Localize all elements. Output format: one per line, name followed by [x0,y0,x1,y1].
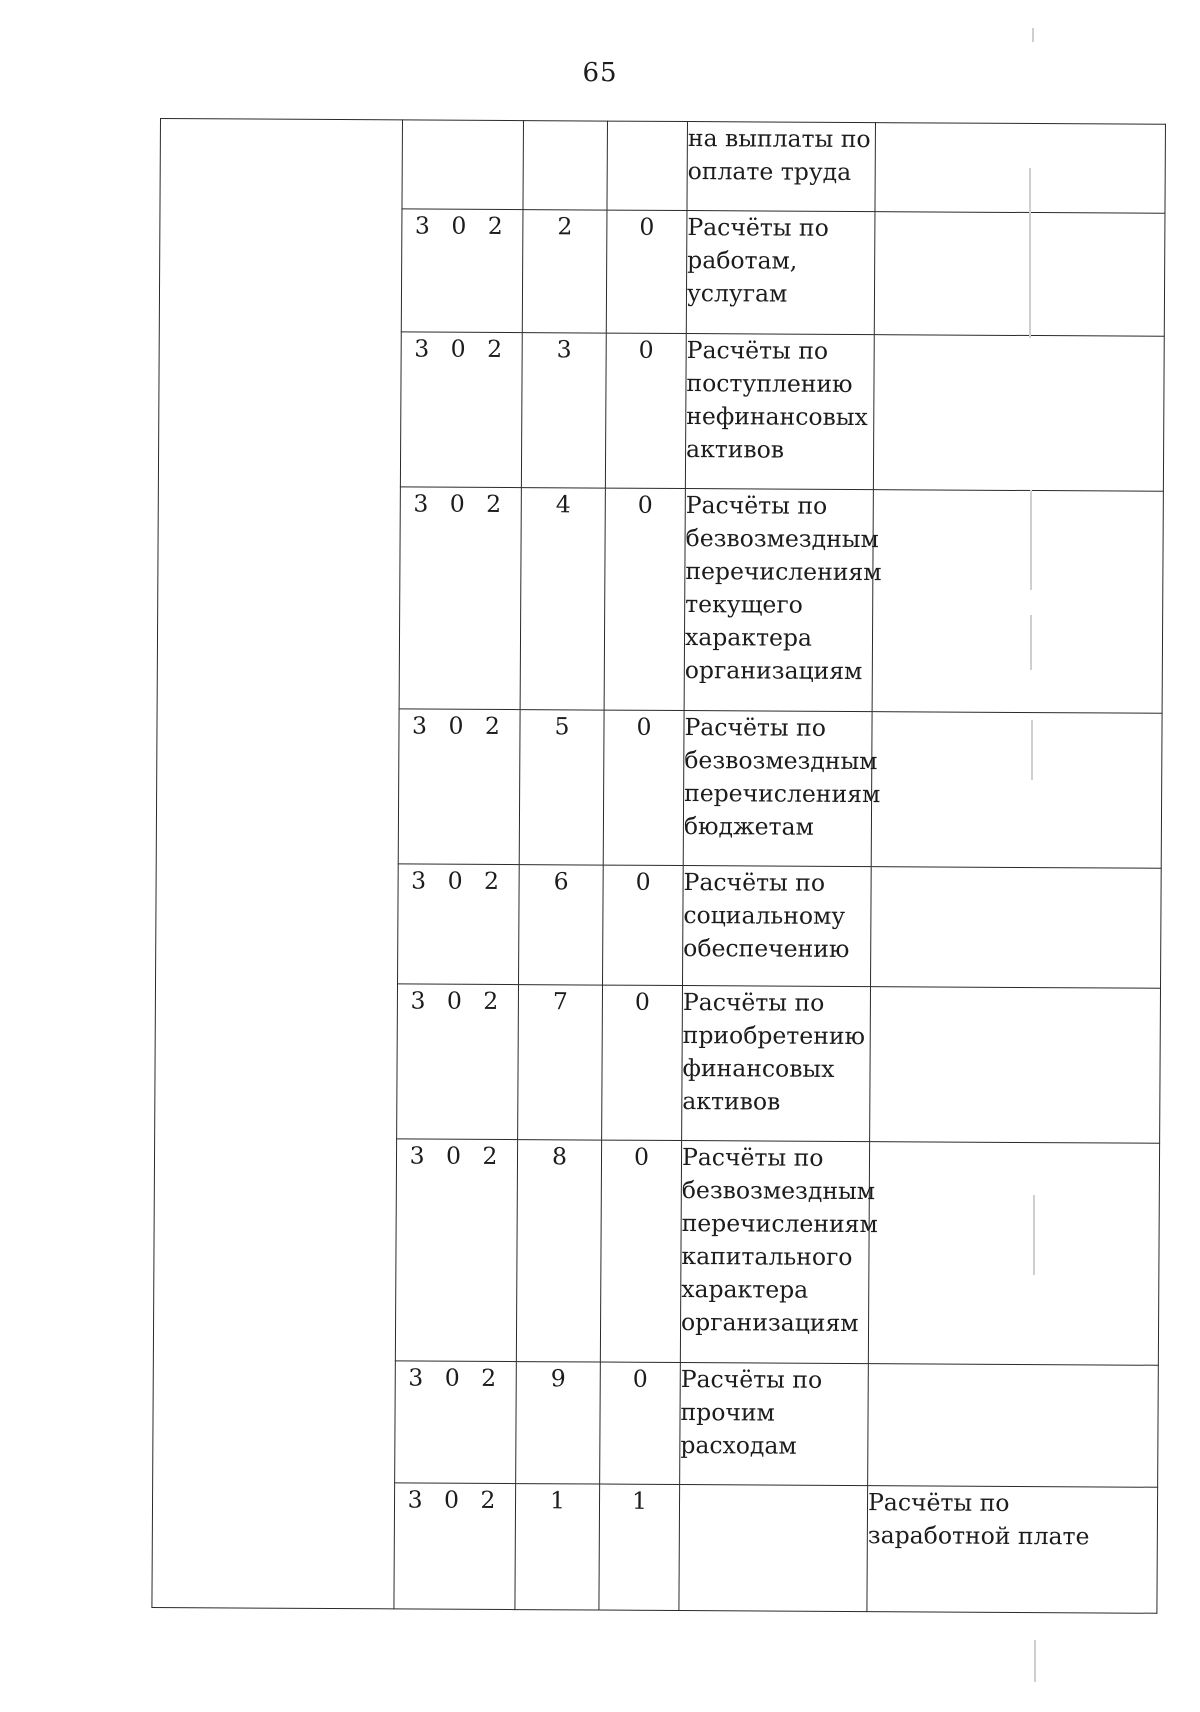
group-cell [523,121,608,211]
group-cell: 2 [522,210,607,333]
group-cell: 7 [518,985,603,1141]
sub-cell: 0 [603,866,684,986]
sub-cell: 0 [604,488,685,710]
table-container [151,118,1165,1614]
description-cell: Расчёты по прочим расходам [680,1363,869,1486]
group-cell: 1 [515,1483,600,1610]
note-cell [875,123,1166,214]
note-cell [868,1142,1159,1365]
table-row [160,119,1165,214]
note-cell [872,490,1163,713]
code-cell: 3 0 2 [394,1483,516,1610]
scan-artifact [1032,28,1034,42]
note-cell [873,335,1164,492]
code-cell: 3 0 2 [398,709,520,865]
sub-cell: 0 [600,1140,681,1362]
description-cell: на выплаты по оплате труда [687,122,876,212]
group-cell: 6 [519,865,604,985]
description-cell: Расчёты по безвозмездным перечислениям бюджетам [683,711,872,867]
note-cell [868,1364,1159,1487]
scan-artifact [1033,1195,1035,1275]
accounts-table [151,118,1166,1614]
description-cell: Расчёты по поступлению нефинансовых активов [685,333,874,489]
group-cell: 3 [521,333,606,489]
code-cell: 3 0 2 [395,1139,517,1361]
code-cell [402,120,524,210]
page-number: 65 [582,58,618,88]
group-cell: 8 [516,1140,601,1362]
scan-artifact [1030,615,1032,670]
empty-left-column [152,119,403,1609]
code-cell: 3 0 2 [400,332,522,488]
description-cell: Расчёты по безвозмездным перечислениям текущего характера организациям [684,489,873,712]
code-cell: 3 0 2 [401,209,523,333]
sub-cell: 1 [599,1484,680,1611]
code-cell: 3 0 2 [398,864,520,984]
sub-cell: 0 [602,985,683,1141]
scan-artifact [1034,1640,1036,1682]
note-cell [871,712,1162,869]
note-cell: Расчёты по заработной плате [867,1485,1158,1613]
code-cell: 3 0 2 [397,984,519,1140]
scan-artifact [1030,490,1032,590]
sub-cell: 0 [605,333,686,489]
sub-cell [607,121,688,211]
sub-cell: 0 [606,210,687,333]
sub-cell: 0 [600,1362,681,1484]
description-cell: Расчёты по безвозмездным перечислениям капитального характера организациям [680,1141,869,1364]
scan-artifact [1029,168,1031,338]
description-cell: Расчёты по социальному обеспечению [683,866,872,987]
scan-artifact [1031,720,1033,780]
description-cell [679,1484,868,1611]
sub-cell: 0 [603,710,684,866]
note-cell [871,867,1162,988]
note-cell [874,212,1165,336]
group-cell: 9 [516,1362,601,1484]
description-cell: Расчёты по работам, услугам [686,211,875,335]
group-cell: 4 [520,488,605,710]
note-cell [870,987,1161,1144]
code-cell: 3 0 2 [395,1361,517,1483]
code-cell: 3 0 2 [399,487,521,709]
description-cell: Расчёты по приобретению финансовых активов [682,986,871,1142]
group-cell: 5 [519,710,604,866]
